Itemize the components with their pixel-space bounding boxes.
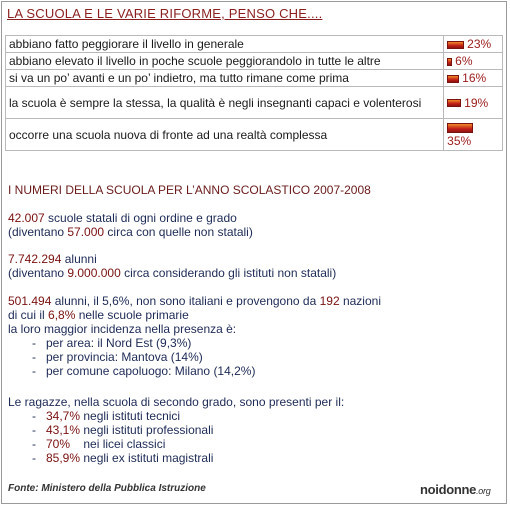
- stat-text: nelle scuole primarie: [75, 308, 189, 322]
- list-item-text: negli istituti professionali: [80, 423, 214, 437]
- poll-percent: 19%: [464, 95, 489, 110]
- list-item-text: per provincia: Mantova (14%): [46, 350, 203, 364]
- stat-text: Le ragazze, nella scuola di secondo grado, sono presenti per il:: [8, 395, 345, 409]
- stat-number: 57.000: [67, 225, 105, 239]
- stat-text: circa con quelle non statali): [104, 225, 253, 239]
- list-item: - 85,9% negli ex istituti magistrali: [32, 451, 214, 465]
- source-note: Fonte: Ministero della Pubblica Istruzione: [8, 483, 206, 494]
- list-item-text: per area: il Nord Est (9,3%): [46, 336, 192, 350]
- poll-bar: [447, 75, 459, 83]
- poll-row: [6, 87, 503, 119]
- poll-percent: 35%: [447, 133, 472, 148]
- stat-text: alunni, il 5,6%, non sono italiani e provengono da: [51, 294, 320, 308]
- stat-text: nazioni: [339, 294, 381, 308]
- poll-result: [444, 70, 503, 87]
- stat-text: (diventano: [8, 225, 68, 239]
- poll-result: [444, 36, 503, 53]
- stat-number: 501.494: [8, 294, 52, 308]
- poll-result: [444, 119, 503, 151]
- stat-number: 85,9%: [46, 451, 81, 465]
- stats-girls: [8, 395, 344, 465]
- poll-bar: [447, 58, 452, 66]
- incidence-list: [8, 336, 381, 378]
- stat-text: alunni: [61, 252, 97, 266]
- poll-result: [444, 87, 503, 119]
- list-item: - per comune capoluogo: Milano (14,2%): [32, 364, 256, 378]
- stats-schools: [8, 211, 253, 239]
- brand-logo: [420, 482, 490, 497]
- stat-text: di cui il: [8, 308, 49, 322]
- poll-answer: si va un po’ avanti e un po’ indietro, ma tutto rimane come prima: [6, 70, 444, 87]
- list-item-text: negli ex istituti magistrali: [80, 451, 214, 465]
- poll-answer: la scuola è sempre la stessa, la qualità è negli insegnanti capaci e volenterosi: [6, 87, 444, 119]
- list-item: - per area: il Nord Est (9,3%): [32, 336, 192, 350]
- brand-name: noidonne: [420, 482, 477, 497]
- poll-row: [6, 119, 503, 151]
- poll-answer: occorre una scuola nuova di fronte ad una realtà complessa: [6, 119, 444, 151]
- stat-number: 43,1%: [46, 423, 81, 437]
- stat-number: 7.742.294: [8, 252, 62, 266]
- poll-bar: [447, 99, 461, 107]
- list-item-text: per comune capoluogo: Milano (14,2%): [46, 364, 256, 378]
- poll-bar: [447, 123, 473, 133]
- poll-row: [6, 53, 503, 70]
- stat-number: 34,7%: [46, 409, 81, 423]
- poll-result: [444, 53, 503, 70]
- stat-text: la loro maggior incidenza nella presenza è:: [8, 322, 237, 336]
- list-item-text: negli istituti tecnici: [80, 409, 181, 423]
- list-item: - 34,7% negli istituti tecnici: [32, 409, 181, 423]
- list-item: - per provincia: Mantova (14%): [32, 350, 203, 364]
- brand-suffix: .org: [476, 486, 491, 496]
- poll-percent: 6%: [455, 54, 473, 68]
- stat-text: circa considerando gli istituti non statali): [120, 266, 337, 280]
- stat-number: 9.000.000: [67, 266, 121, 280]
- section-title: I NUMERI DELLA SCUOLA PER L’ANNO SCOLASTICO 2007-2008: [8, 183, 371, 197]
- stats-foreign-students: [8, 294, 381, 378]
- stats-students: [8, 252, 336, 280]
- poll-row: [6, 70, 503, 87]
- stat-number: 42.007: [8, 211, 45, 225]
- list-item: - 70% nei licei classici: [32, 437, 166, 451]
- poll-answer: abbiano fatto peggiorare il livello in generale: [6, 36, 444, 53]
- poll-bar: [447, 41, 464, 49]
- stat-number: 70%: [46, 437, 71, 451]
- poll-table: [5, 35, 503, 151]
- stat-number: 6,8%: [48, 308, 76, 322]
- poll-percent: 23%: [467, 37, 492, 51]
- girls-list: [8, 409, 344, 465]
- poll-percent: 16%: [462, 71, 487, 85]
- poll-row: [6, 36, 503, 53]
- list-item: - 43,1% negli istituti professionali: [32, 423, 214, 437]
- stat-number: 192: [319, 294, 340, 308]
- stat-text: scuole statali di ogni ordine e grado: [44, 211, 237, 225]
- page-title: LA SCUOLA E LE VARIE RIFORME, PENSO CHE....: [7, 6, 323, 21]
- poll-answer: abbiano elevato il livello in poche scuole peggiorandolo in tutte le altre: [6, 53, 444, 70]
- stat-text: (diventano: [8, 266, 68, 280]
- list-item-text: nei licei classici: [70, 437, 166, 451]
